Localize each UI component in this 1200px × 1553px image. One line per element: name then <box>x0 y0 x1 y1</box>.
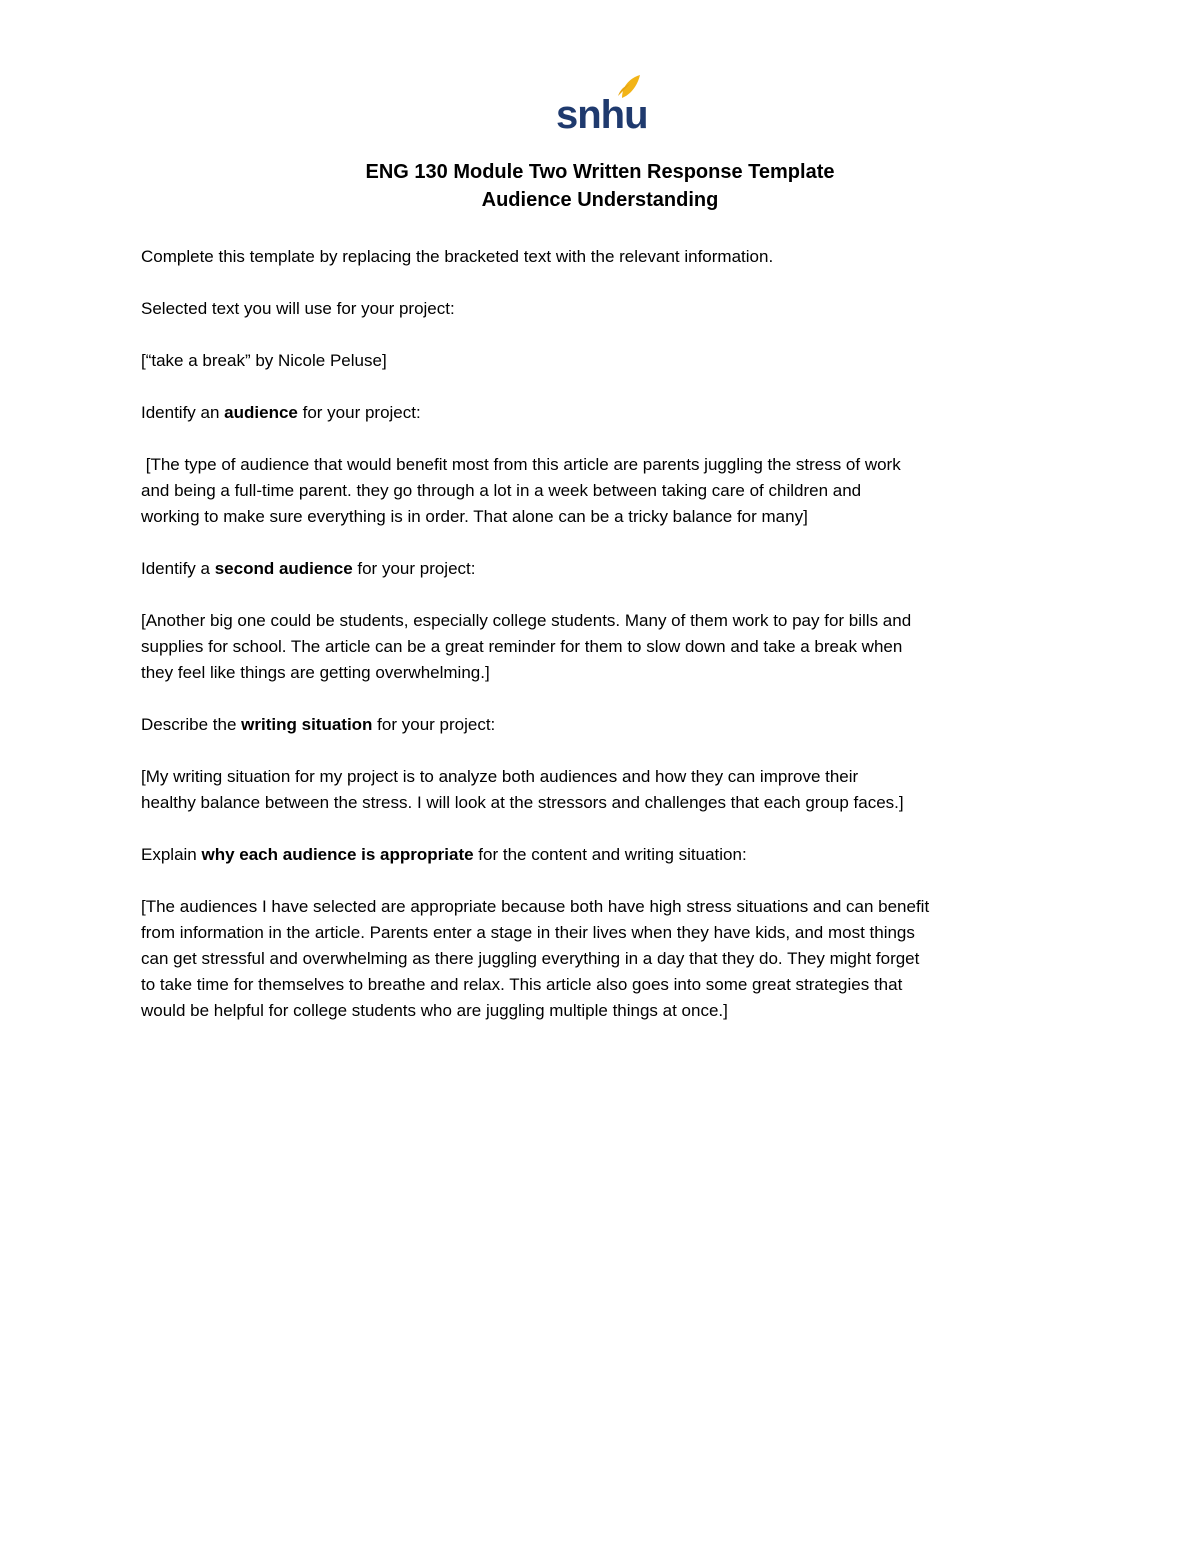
audience-two-answer <box>141 608 1061 686</box>
audience-two-emphasis: second audience <box>214 559 353 578</box>
snhu-logo-graphic <box>548 70 648 136</box>
appropriateness-answer <box>141 894 1061 1024</box>
writing-situation-prompt: Describe the writing situation for your project: <box>141 715 496 734</box>
document-title: ENG 130 Module Two Written Response Template <box>365 161 835 183</box>
answer-line: can get stressful and overwhelming as there juggling everything in a day that they do. They might forget <box>141 949 920 968</box>
document-body <box>141 244 1061 1050</box>
selected-text-label: Selected text you will use for your project: <box>141 299 455 318</box>
snhu-logo-text: snhu <box>556 93 648 136</box>
selected-text-answer: [“take a break” by Nicole Peluse] <box>141 351 387 370</box>
answer-line: healthy balance between the stress. I will look at the stressors and challenges that each group faces.] <box>141 793 904 812</box>
audience-one-answer <box>141 452 1061 530</box>
document-subtitle: Audience Understanding <box>481 189 719 211</box>
audience-one-prompt: Identify an audience for your project: <box>141 403 421 422</box>
answer-line: [My writing situation for my project is to analyze both audiences and how they can improve their <box>141 767 859 786</box>
instructions: Complete this template by replacing the bracketed text with the relevant information. <box>141 247 774 266</box>
answer-line: [Another big one could be students, especially college students. Many of them work to pay for bills and <box>141 611 912 630</box>
answer-line: supplies for school. The article can be a great reminder for them to slow down and take a break when <box>141 637 903 656</box>
answer-line: [The type of audience that would benefit most from this article are parents juggling the stress of work <box>141 455 901 474</box>
answer-line: and being a full-time parent. they go through a lot in a week between taking care of children and <box>141 481 862 500</box>
audience-two-prompt: Identify a second audience for your project: <box>141 559 476 578</box>
audience-one-emphasis: audience <box>224 403 298 422</box>
answer-line: would be helpful for college students who are juggling multiple things at once.] <box>141 1001 728 1020</box>
writing-situation-answer <box>141 764 1061 816</box>
writing-situation-emphasis: writing situation <box>241 715 373 734</box>
appropriateness-prompt: Explain why each audience is appropriate for the content and writing situation: <box>141 845 747 864</box>
answer-line: [The audiences I have selected are appropriate because both have high stress situations and can benefit <box>141 897 930 916</box>
document-header <box>0 158 1200 214</box>
answer-line: from information in the article. Parents enter a stage in their lives when they have kids, and most things <box>141 923 915 942</box>
answer-line: to take time for themselves to breathe and relax. This article also goes into some great strategies that <box>141 975 903 994</box>
answer-line: they feel like things are getting overwhelming.] <box>141 663 490 682</box>
answer-line: working to make sure everything is in order. That alone can be a tricky balance for many] <box>141 507 808 526</box>
snhu-logo <box>548 70 648 136</box>
appropriateness-emphasis: why each audience is appropriate <box>201 845 474 864</box>
